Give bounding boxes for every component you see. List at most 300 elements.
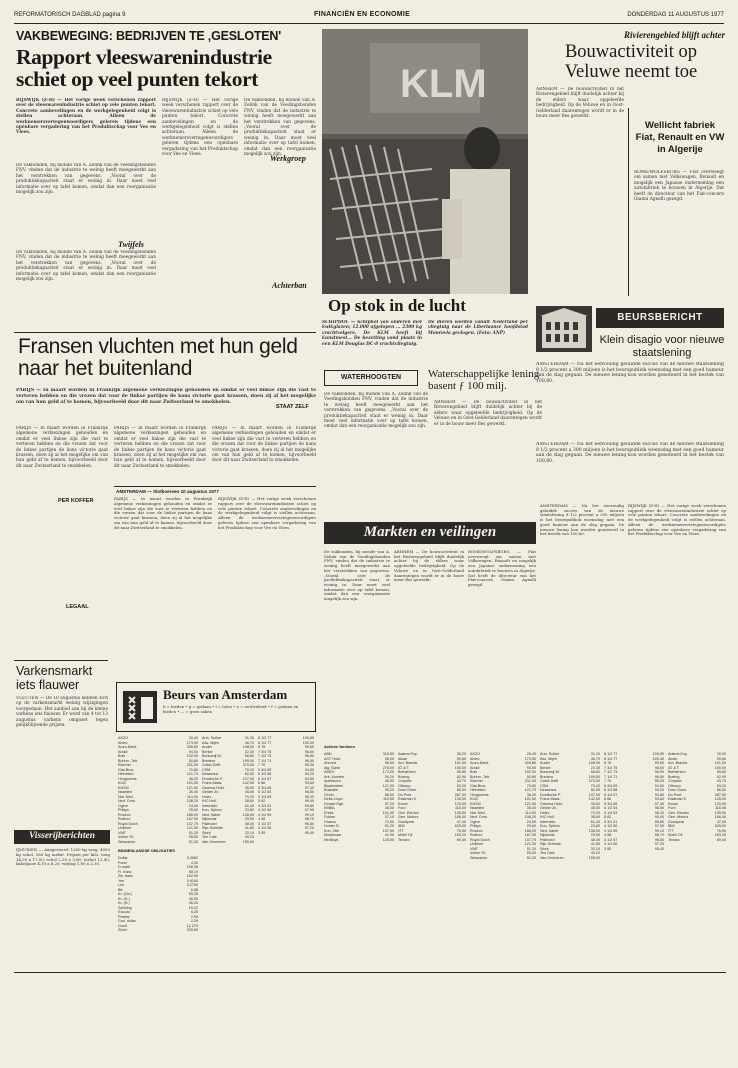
markten-body-4: AMSTERDAM — Na het eenvoudig geluidde succes van de nieuwe staatslening 8 1/2 procent a 300 miljoen is het beurspubliek woensdag met een goed humeur aan de slag gegaan. De nieuwe lening kon worden genoteerd in het bestek van 100,80. [540,504,624,537]
koers-value: 106,36 [186,865,198,869]
koers-value: 46,20 [188,901,198,905]
koers-value: 370,00 [588,779,600,783]
koers-fund: Holec [540,810,550,815]
koers-fund: Hoogovens [118,776,137,781]
koers-value: 186,00 [186,812,198,817]
koers-value: 94,60 [654,783,664,788]
koers-value: 38,60 [590,815,600,819]
koers-fund: 7 1/2 73 [258,754,272,758]
koers-value: 35,50 [244,785,254,790]
amsterdam-body-2: RIJSWIJK (Z-H) — Het vorige week verschenen rapport over de vleeswarenindustrie schiet op vele punten tekort. Concrete aanbevelingen en de werkgelegenheid volgt is stellen achteraan. Alleen de werknemersvertegenwoordigers geleren tijdens een openbare vergadering van het Produktschap voor Vee en Vlees. [218,497,316,530]
koers-fund: Alcan [668,756,678,761]
vis-body: IJMUIDEN — Aangevoerd: 1200 kg tong, 4000 kg schol, 560 kg tarbot. Prijzen per kilo: tong 14,50 a 17,00; schol 2,20 a 3,80; tarbot 12,40; kabeljauw 4,10 a 6,20; wijting 1,60 a 2,30. [16,848,110,867]
beurs-headline: Klein disagio voor nieuwe staatslening [599,334,725,359]
koers-value: 95,40 [304,830,314,835]
klm-caption-2: De dieren worden vanuit Nederland per vliegtuig naar de Liberiaanse hoofdstad Monrovia gevlogen. (Foto: ANP) [428,320,528,336]
koers-value: 30,20 [456,752,466,756]
koers-value: 370,00 [242,763,254,767]
koers-fund: Pakhoed [540,837,555,842]
koers-value: 24,50 [188,803,198,808]
koers-fund: Ford [398,806,406,810]
koers-value: 86,50 [716,788,726,792]
koers-value: 166,40 [714,815,726,819]
koers-value: 97,20 [304,826,314,830]
koers-fund: Boeing [668,774,680,779]
koers-fund: 5 62 [258,799,266,803]
koers-fund: Nat. Ned. [470,810,486,815]
koers-table-4 [258,736,314,966]
koers-fund: 8 1/2 77 [258,736,272,740]
fransen-body-3: PARIJS — In maart worden in Frankrijk algemene verkiezingen gehouden en omdat er veel linkse zijn die vast te verteren hebben en die vrezen dat voor de linkse partijen de kans victorie gaat krassen, doen zij al het mogelijke om van hun geld af te komen, bijvoorbeeld door dit naar Zwitserland te smokkelen. [212,426,316,464]
koers-fund: Buhrm.-Tett. [118,758,139,763]
koers-fund: IBM [668,824,675,828]
beurs-body: AMSTERDAM — Na het eenvoudig geluidde succes van de nieuwe staatslening 8 1/2 procent a 300 miljoen is het beurspubliek woensdag met een goed humeur aan de slag gegaan. De nieuwe lening kon worden genoteerd in het bestek van 100,80. [536,362,724,384]
koers-fund: 7 3/4 75 [604,765,618,770]
koers-fund: Ten Cate [540,851,555,855]
koers-table-5 [324,752,394,966]
koers-value: 97,20 [654,842,664,846]
koers-row [118,840,198,845]
koers-value: 96,80 [654,837,664,842]
koers-fund: Ten Cate [202,835,217,839]
koers-row [202,840,254,845]
koers-fund: 3 1/4 56 [258,826,272,830]
koers-fund: 7 1/4 71 [258,758,272,763]
koers-value: 199,50 [242,758,254,763]
koers-fund: Heineken [470,788,486,792]
koers-value: 0,2790 [186,883,198,887]
markten-body-3: ROME/WOLFSBURG — Fiat overweegt om samen met Volkswagen, Renault en mogelijk een Japanse onderneming een autofabriek te bouwen in Algerije. Dat heeft de directeur van het Fiat-concern Gianni Agnelli gezegd. [468,550,536,587]
koers-value: 98,00 [384,756,394,761]
koers-fund: 5 1/4 63 [604,810,618,815]
koers-value: 138,00 [242,812,254,817]
koers-value: 98,60 [304,749,314,754]
building-icon [536,306,592,352]
beurs-building-image [536,306,592,352]
koers-fund: Kr. (D.) [118,896,130,901]
koers-fund: IHC Holl. [202,799,217,803]
fransen-sub-staat: STAAT ZELF [276,404,309,410]
beursbericht-section [536,300,726,500]
koers-fund: 3 1/2 57 [258,821,272,826]
koers-value: 50,80 [188,758,198,763]
koers-value: 318,50 [382,752,394,756]
koers-value: 287,50 [454,792,466,797]
koers-fund: 3 1/4 56 [604,842,618,846]
koers-table-10 [668,752,726,966]
koers-value: 86,50 [456,788,466,792]
koers-fund: Philips [118,808,129,812]
koers-value: 41,00 [384,833,394,837]
koers-value: 163,20 [714,833,726,837]
koers-value: 121,00 [382,783,394,788]
koers-fund: Volker St. [470,851,486,855]
koers-value: 98,30 [654,810,664,815]
koers-value: 101,50 [524,797,536,801]
koers-value: 40,50 [188,896,198,901]
koers-value: 58,80 [590,770,600,774]
koers-value: 30,20 [716,752,726,756]
koers-fund: Ford [668,806,676,810]
koers-fund: Texaco [398,837,410,842]
koers-value: 31,20 [244,736,254,740]
koers-value: 98,70 [654,833,664,837]
binnenland-hdr: BINNENLANDSE OBLIGATIES [118,848,176,853]
koers-value: 114,00 [186,794,198,799]
koers-value: 23,80 [244,808,254,812]
koers-value: 59,60 [716,756,726,761]
koers-fund: Eastman K. [398,797,418,801]
koers-fund: Robeco [118,812,131,817]
koers-fund: CSM [540,783,549,788]
koers-fund: Alg. Bank [324,765,340,770]
koers-fund: Royal Dutch [118,821,139,826]
koers-value: 155,00 [588,855,600,860]
koers-value: 32,10 [244,830,254,835]
koers-fund: ACF Hold. [324,756,342,761]
koers-fund: Naarden [470,806,485,810]
koers-value: 25,60 [188,808,198,812]
koers-value: 48,40 [590,837,600,842]
koers-fund: Bols [470,770,478,774]
koers-fund: Desseaux [202,772,219,776]
koers-value: 115,00 [714,806,726,810]
koers-value: 70,80 [188,767,198,772]
koers-fund: Kon. Sphinx [202,808,222,812]
koers-fund: Berkel [202,749,213,754]
koers-value: 100,40 [302,740,314,745]
beurs-amsterdam-legend: b = bieden • g = gedaan • l = laten • e = ex-dividend • f = gedaan en bieden • — = geen zaken [163,705,299,714]
koers-value: 93,80 [304,776,314,781]
koers-value: 55,80 [716,770,726,774]
koers-fund: Zilver [118,928,128,932]
koers-value: 36,40 [188,790,198,794]
waterhoogten-body-2: ARNHEM — De bouwactiviteit in het Rivierengebied blijft duidelijk achter bij de elders waar opgeleefde bedrijvigheid. Op de Veluwe en in Oost-Gelderland daarentegen wordt er in de bouw meer fles gewerkt. [434,400,542,427]
koers-fund: Calvé-Delft [202,763,221,767]
koers-fund: Dordtsche P. [540,792,561,797]
koers-value: 70,20 [590,783,600,788]
markten-body-5: RIJSWIJK (Z-H) — Het vorige week verschenen rapport over de vleeswarenindustrie schiet op vele punten tekort. Concrete aanbevelingen en de werkgelegenheid volgt is stellen achteraan. Alleen de werknemersvertegenwoordigers geleren tijdens een openbare vergadering van het Produktschap voor Vee en Vlees. [628,504,726,537]
fransen-sub-koffer: PER KOFFER [58,498,94,504]
koers-fund: Ned. Kabel [540,828,559,833]
koers-fund: 7 1/4 71 [604,774,618,779]
koers-value: 100,40 [652,756,664,761]
klm-caption: SCHIPHOL — Schiphol van onderen met kwikglazen; 12.000 afgelopen ... 2300 kg vrachtvolgers. De KLM heeft bij kunstmest... De bezetting vond plaats in een KLM Douglas DC-8 vrachtvliegtuig. [322,320,422,347]
koers-fund: Rijn-Schelde [202,826,223,830]
koers-value: 96,90 [304,754,314,758]
koers-value: 98,30 [304,794,314,799]
koers-value: 186,00 [524,828,536,833]
koers-value: 97,90 [304,808,314,812]
koers-fund: Peseta [118,914,130,919]
koers-value: 137,50 [382,828,394,833]
koers-value: 6,25 [190,910,198,914]
koers-fund: Wessanen [118,839,136,844]
koers-fund: Gist-Broc. [118,767,135,772]
koers-value: 95,30 [304,763,314,767]
waterhoogten-section [324,370,542,520]
koers-value: 100,80 [652,752,664,756]
koers-fund: Wessanen [470,855,488,860]
koers-row [668,838,726,843]
koers-value: 61,40 [244,803,254,808]
koers-fund: Blydenstein [324,783,344,788]
koers-fund: Elsevier [470,779,484,783]
beurs-amsterdam-banner [116,682,316,732]
koers-value: 150,00 [714,765,726,770]
koers-fund: 6 1/4 67 [604,792,618,797]
koers-fund: Kr. (N.) [118,901,130,905]
koers-row [540,856,600,861]
beurs-body-2: AMSTERDAM — Na het eenvoudig geluidde succes van de nieuwe staatslening 8 1/2 procent a 300 miljoen is het beurspubliek woensdag met een goed humeur aan de slag gegaan. De nieuwe lening kon worden genoteerd in het bestek van 100,80. [536,442,724,464]
koers-value: 339,50 [186,928,198,932]
koers-fund: Ahold [118,749,128,754]
koers-fund: Grasso [324,819,336,824]
koers-value: 36,40 [526,806,536,810]
koers-value: 99,60 [654,761,664,765]
koers-value: 76,50 [456,828,466,833]
koers-fund: Ogem [118,803,129,808]
koers-fund: Fokker [324,815,336,819]
koers-fund: ITT [398,828,404,833]
beurs-emblem-icon [121,689,159,725]
koers-fund: Dow Chem. [398,788,418,792]
koers-value: 94,60 [304,781,314,785]
koers-value: 96,90 [654,770,664,774]
koers-value: 108,20 [186,799,198,803]
koers-value: 137,70 [186,821,198,826]
varkens-headline: Varkensmarkt iets flauwer [16,664,93,692]
amsterdam-body-1: PARIJS — In maart worden in Frankrijk algemene verkiezingen gehouden en omdat er veel linkse zijn die vast te verteren hebben en die vrezen dat voor de linkse partijen de kans victorie gaat krassen, doen zij al het mogelijke om van hun geld af te komen, bijvoorbeeld door dit naar Zwitserland te smokkelen. [114,497,212,530]
koers-fund: Exxon [398,801,409,806]
koers-fund: Texaco [668,837,680,842]
koers-fund: 3 55 [258,830,266,835]
koers-fund: Philips [470,824,481,828]
koers-fund: Gamma Hold. [202,785,225,790]
koers-value: 32,10 [590,846,600,851]
koers-fund: 7 70 [258,763,266,767]
koers-fund: Nijverdal [202,817,217,821]
koers-value: 46,70 [244,740,254,745]
koers-fund: Dollar [118,856,128,860]
koers-fund: Elsevier [118,763,132,767]
vlees-body: De vakbonden, bij monde van A. Zelink van de Voedingsbonden FNV, vinden dat de industrie te weinig heeft meegewerkt aan het verstrekken van gegevens. „Vooral over de produktiekapaciteit staat er weinig in. Daar moet veel informatie over op tafel komen, omdat dan een reorganisatie mogelijk zou zijn. [16,163,156,196]
klm-photo-graphic [322,29,528,294]
koers-value: 55,80 [456,770,466,774]
koers-value: 99,40 [654,815,664,819]
koers-value: 94,60 [654,797,664,801]
koers-fund: Desseaux [540,788,557,792]
koers-fund: IHC Holl. [540,815,555,819]
koers-table-6 [398,752,466,966]
koers-fund: Borsumij W. [540,770,560,774]
koers-fund: Bredero [540,774,554,779]
koers-fund: Robeco [470,828,483,833]
koers-fund: 3 55 [604,846,612,851]
koers-value: 97,40 [654,801,664,806]
koers-value: 137,70 [524,837,536,842]
vlees-lead: RIJSWIJK (Z-H) — Het vorige week verschenen rapport over de vleeswarenindustrie schiet op vele punten tekort. Concrete aanbevelingen en de werkgelegenheid volgt is stellen achteraan. Alleen de werknemersvertegenwoordigers geleren tijdens een openbare vergadering van het Produktschap voor Vee en Vlees. [16,98,156,136]
koers-fund: Borsumij W. [202,754,222,758]
koers-fund: Bethlehem [668,770,686,774]
koers-value: 22,30 [590,765,600,770]
beurs-box-label: BEURSBERICHT [596,308,724,328]
fiat-headline: Wellicht fabriek Fiat, Renault en VW in Algerije [635,120,725,155]
koers-value: 45,00 [244,790,254,794]
koers-fund: 4 58 [258,817,266,821]
koers-fund: Ahold [470,765,480,770]
koers-value: 29,50 [590,833,600,837]
koers-value: 2,29 [190,919,198,923]
koers-value: 98,50 [654,806,664,810]
waterhoogten-body: De vakbonden, bij monde van A. Zelink van de Voedingsbonden FNV, vinden dat de industrie te weinig heeft meegewerkt aan het verstrekken van gegevens. „Vooral over de produktiekapaciteit staat er weinig in. Daar moet veel informatie over op tafel komen, omdat dan een reorganisatie mogelijk zou zijn. [324,392,428,430]
koers-fund: Goodyear [668,819,685,824]
koers-value: 61,40 [590,819,600,824]
koers-fund: Hunter D. [324,824,340,828]
koers-value: 108,20 [524,815,536,819]
koers-value: 51,20 [384,824,394,828]
koers-fund: Boskalis [324,788,338,792]
koers-value: 138,00 [588,828,600,833]
fiat-box [628,108,727,296]
koers-value: 95,30 [654,779,664,783]
koers-row [258,831,314,836]
koers-fund: Berkel [540,765,551,770]
koers-fund: Kon. Olie [324,828,340,833]
beurs-amsterdam-title: Beurs van Amsterdam [163,687,288,702]
koers-value: 107,00 [588,792,600,797]
koers-fund: Ahrend [324,761,336,765]
koers-value: 97,40 [304,785,314,790]
koers-fund: Nat. Ned. [118,794,134,799]
koers-fund: Ogem [470,819,481,824]
koers-table-9 [604,752,664,966]
koers-value: 56,50 [384,761,394,765]
koers-fund: ITT [668,828,674,833]
koers-fund: Delta Lloyd [324,797,343,801]
koers-fund: Gelder Zn. [540,806,558,810]
koers-fund: 5 1/2 64 [258,790,272,794]
koers-fund: Yen [118,878,125,883]
koers-value: 76,50 [716,828,726,833]
koers-value: 231,00 [524,779,536,783]
koers-fund: Citicorp [398,783,411,788]
koers-fund: Goud [118,923,128,928]
koers-fund: Alcan [398,756,408,761]
vlees-body-4: De vakbonden, bij monde van A. Zelink van de Voedingsbonden FNV, vinden dat de industrie te weinig heeft meegewerkt aan het verstrekken van gegevens. „Vooral over de produktiekapaciteit staat er weinig in. Daar moet veel informatie over op tafel komen, omdat dan een reorganisatie mogelijk zou zijn. [244,98,316,158]
koers-value: 135,00 [714,797,726,801]
koers-fund: Moolenaar [324,833,342,837]
koers-fund: VMF [118,830,126,835]
koers-value: 41,80 [244,826,254,830]
koers-fund: D-mark [118,865,131,869]
vlees-headline: Rapport vleeswarenindustrie schiet op veel punten tekort [16,45,272,91]
koers-fund: AKZO [470,752,481,756]
koers-value: 2,90 [190,914,198,919]
koers-fund: IBM [398,824,405,828]
koers-fund: Bredero [202,758,216,763]
koers-fund: 7 3/4 75 [258,749,272,754]
koers-value: 98,60 [654,765,664,770]
koers-fund: 5 3/4 65 [258,785,272,790]
koers-fund: 4 3/4 61 [604,819,618,824]
koers-fund: Adams Exp. [668,752,688,756]
koers-value: 82,00 [590,788,600,792]
koers-value: 41,80 [590,842,600,846]
koers-value: 55,00 [188,835,198,839]
koers-fund: KLM [118,781,126,785]
fransen-headline: Fransen vluchten met hun geld naar het buitenland [18,335,298,380]
koers-fund: 5 1/2 64 [604,806,618,810]
koers-value: 120,50 [714,801,726,806]
koers-fund: Rijn-Schelde [540,842,561,846]
koers-fund: Du Pont [668,792,682,797]
koers-fund: 8 1/4 77 [258,740,272,745]
fransen-body-2: PARIJS — In maart worden in Frankrijk algemene verkiezingen gehouden en omdat er veel linkse zijn die vast te verteren hebben en die vrezen dat voor de linkse partijen de kans victorie gaat krassen, doen zij al het mogelijke om van hun geld af te komen, bijvoorbeeld door dit naar Zwitserland te smokkelen. [114,426,206,469]
koers-fund: Escudo [118,910,131,914]
koers-value: 102,90 [186,874,198,878]
koers-value: 43,70 [456,779,466,783]
koers-fund: Dordtsche P. [202,776,223,781]
koers-fund: KNSM [470,801,481,806]
koers-fund: Douwe Egb. [324,801,345,806]
koers-fund: Van Ommeren [540,855,564,860]
koers-value: 49,20 [590,851,600,855]
koers-value: 96,80 [304,821,314,826]
koers-value: 62,90 [716,774,726,779]
koers-value: 24,50 [526,819,536,824]
koers-fund: Gen. Motors [668,815,689,819]
koers-value: 51,30 [188,839,198,844]
koers-fund: 4 1/2 60 [604,824,618,828]
koers-fund: Bethlehem [398,770,416,774]
koers-fund: Audet [540,761,550,765]
koers-fund: Gist-Broc. [470,783,487,788]
koers-value: 99,80 [304,803,314,808]
koers-value: 102,00 [186,754,198,758]
koers-fund: Eastman K. [668,797,688,801]
koers-value: 150,00 [454,765,466,770]
koers-value: 86,00 [384,792,394,797]
koers-value: 22,30 [244,749,254,754]
koers-fund: Naarden [118,790,133,794]
koers-fund: 8 76 [258,745,266,749]
koers-value: 95,20 [384,788,394,792]
koers-value: 59,60 [456,756,466,761]
koers-fund: 6 1/4 67 [258,776,272,781]
koers-fund: 7 70 [604,779,612,783]
koers-value: 94,00 [526,765,536,770]
koers-table-7 [470,752,536,966]
koers-value: 135,50 [714,810,726,815]
koers-fund: AT & T [398,765,410,770]
koers-value: 99,80 [654,819,664,824]
koers-value: 36,20 [188,776,198,781]
koers-table-2 [202,736,254,966]
koers-fund: Adams Exp. [398,752,418,756]
koers-fund: Can. dollar [118,919,136,923]
koers-table-8 [540,752,600,966]
koers-fund: Ned. Cred. [470,815,488,819]
koers-fund: Ennia [324,810,334,815]
koers-fund: Arm. Suiker [202,736,222,740]
section-title: FINANCIËN EN ECONOMIE [314,11,411,18]
koers-fund: Hoogovens [470,792,489,797]
koers-value: 625,00 [714,824,726,828]
koers-fund: Gamma Hold. [540,801,563,806]
koers-fund: 6 1/2 68 [604,788,618,792]
koers-fund: Apeldoorn [324,779,341,783]
